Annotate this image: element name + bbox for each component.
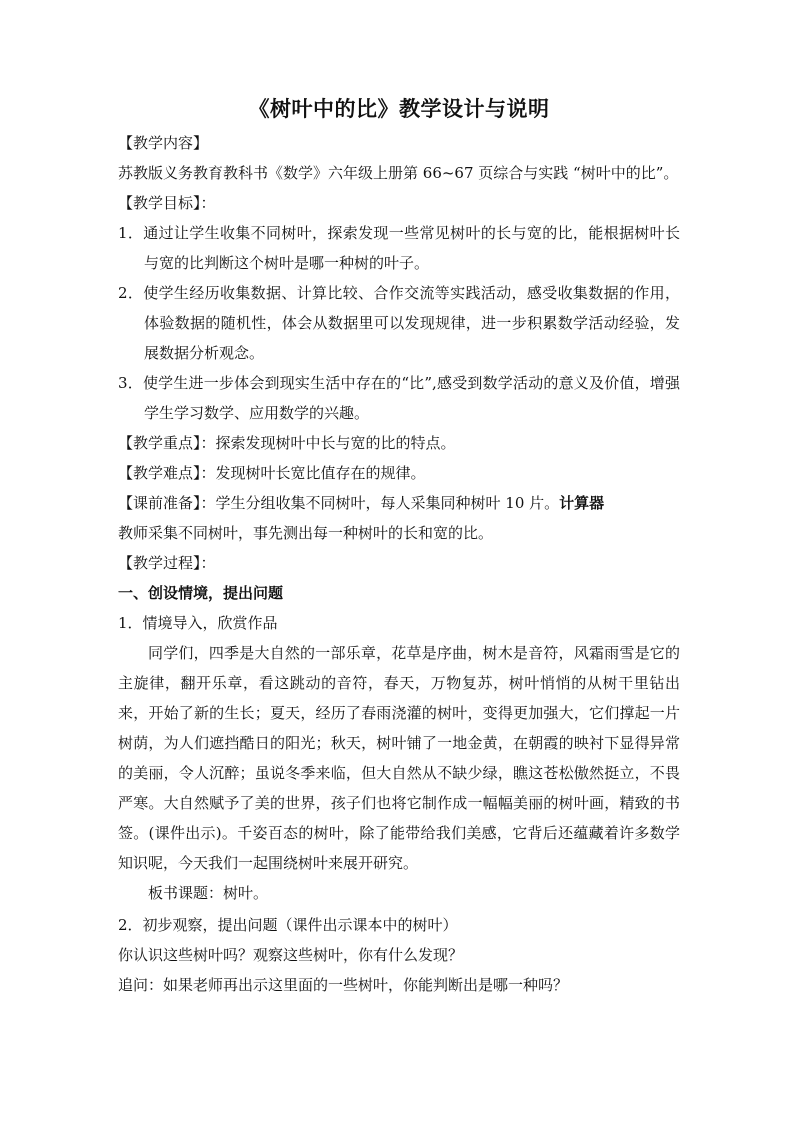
difficulty-text: 发现树叶长宽比值存在的规律。 [215,464,426,482]
prep-text-teacher: 教师采集不同树叶，事先测出每一种树叶的长和宽的比。 [118,524,494,542]
content-label: 【教学内容】 [118,134,209,152]
board-note: 板书课题：树叶。 [148,884,269,902]
key-label: 【教学重点】： [118,434,216,452]
question-2: 追问：如果老师再出示这里面的一些树叶，你能判断出是哪一种吗？ [118,976,569,994]
document-page [118,94,680,1000]
prep-text: 学生分组收集不同树叶，每人采集同种树叶 10 片。 [215,494,560,512]
goal-item-1: 1．通过让学生收集不同树叶，探索发现一些常见树叶的长与宽的比，能根据树叶长与宽的比判断这个树叶是哪一种树的叶子。 [118,224,680,272]
step2-heading: 2．初步观察，提出问题（课件出示课本中的树叶） [118,916,458,934]
difficulty-label: 【教学难点】： [118,464,216,482]
goals-label: 【教学目标】： [118,194,216,212]
content-text: 苏教版义务教育教科书《数学》六年级上册第 66~67 页综合与实践 “树叶中的比”。 [118,164,679,182]
preparation [118,488,680,518]
goal-item-3: 3．使学生进一步体会到现实生活中存在的“比”,感受到数学活动的意义及价值，增强学生学习数学、应用数学的兴趣。 [118,374,680,422]
question-1: 你认识这些树叶吗？观察这些树叶，你有什么发现？ [118,946,464,964]
goal-item-2: 2．使学生经历收集数据、计算比较、合作交流等实践活动，感受收集数据的作用，体验数据的随机性，体会从数据里可以发现规律，进一步积累数学活动经验，发展数据分析观念。 [118,284,680,362]
step1-paragraph: 同学们，四季是大自然的一部乐章，花草是序曲，树木是音符，风霜雨雪是它的主旋律，翻开乐章，看这跳动的音符，春天，万物复苏，树叶悄悄的从树干里钻出来，开始了新的生长；夏天，经历了春雨浇灌的树叶，变得更加强大，它们撑起一片树荫，为人们遮挡酷日的阳光；秋天，树叶铺了一地金黄，在朝霞的映衬下显得异常的美丽，令人沉醉；虽说冬季来临，但大自然从不缺少绿，瞧这苍松傲然挺立，不畏严寒。大自然赋予了美的世界，孩子们也将它制作成一幅幅美丽的树叶画，精致的书签。(课件出示)。千姿百态的树叶，除了能带给我们美感，它背后还蕴藏着许多数学知识呢，今天我们一起围绕树叶来展开研究。 [118,644,680,872]
key-text: 探索发现树叶中长与宽的比的特点。 [215,434,456,452]
prep-label: 【课前准备】： [118,494,216,512]
key-point [118,428,680,458]
section1-heading: 一、创设情境，提出问题 [118,584,284,602]
document-title: 《树叶中的比》教学设计与说明 [248,96,550,121]
process-label: 【教学过程】： [118,554,216,572]
difficulty-point [118,458,680,488]
step1-heading: 1．情境导入，欣赏作品 [118,614,278,632]
prep-bold: 计算器 [559,494,605,512]
